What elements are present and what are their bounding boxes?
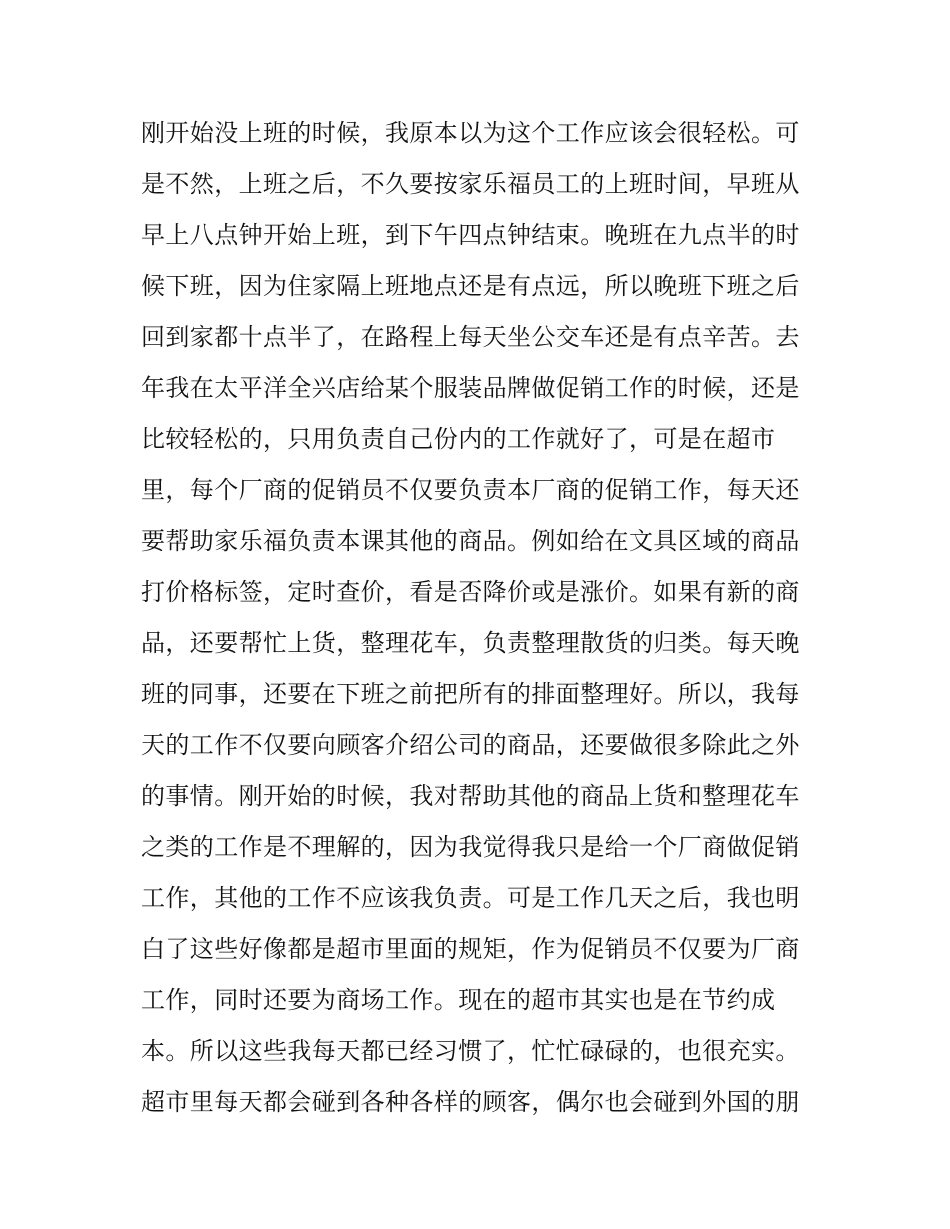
text-line: 年我在太平洋全兴店给某个服装品牌做促销工作的时候，还是 [141, 374, 800, 402]
text-line: 工作，其他的工作不应该我负责。可是工作几天之后，我也明 [141, 884, 800, 912]
text-line: 白了这些好像都是超市里面的规矩，作为促销员不仅要为厂商 [141, 935, 800, 963]
body-paragraph [141, 108, 821, 1128]
text-line: 工作，同时还要为商场工作。现在的超市其实也是在节约成 [141, 986, 776, 1014]
text-line: 是不然，上班之后，不久要按家乐福员工的上班时间，早班从 [141, 170, 800, 198]
text-line: 天的工作不仅要向顾客介绍公司的商品，还要做很多除此之外 [141, 731, 800, 759]
text-line: 之类的工作是不理解的，因为我觉得我只是给一个厂商做促销 [141, 833, 800, 861]
text-line: 候下班，因为住家隔上班地点还是有点远，所以晚班下班之后 [141, 272, 800, 300]
text-line: 的事情。刚开始的时候，我对帮助其他的商品上货和整理花车 [141, 782, 800, 810]
text-line: 里，每个厂商的促销员不仅要负责本厂商的促销工作，每天还 [141, 476, 800, 504]
text-line: 回到家都十点半了，在路程上每天坐公交车还是有点辛苦。去 [141, 323, 800, 351]
text-line: 班的同事，还要在下班之前把所有的排面整理好。所以，我每 [141, 680, 800, 708]
text-line: 刚开始没上班的时候，我原本以为这个工作应该会很轻松。可 [141, 119, 800, 147]
text-line: 本。所以这些我每天都已经习惯了，忙忙碌碌的，也很充实。 [141, 1037, 800, 1065]
text-line: 比较轻松的，只用负责自己份内的工作就好了，可是在超市 [141, 425, 776, 453]
text-line: 要帮助家乐福负责本课其他的商品。例如给在文具区域的商品 [141, 527, 800, 555]
text-line: 品，还要帮忙上货，整理花车，负责整理散货的归类。每天晚 [141, 629, 800, 657]
text-line: 早上八点钟开始上班，到下午四点钟结束。晚班在九点半的时 [141, 221, 800, 249]
text-line: 打价格标签，定时查价，看是否降价或是涨价。如果有新的商 [141, 578, 800, 606]
text-line: 超市里每天都会碰到各种各样的顾客，偶尔也会碰到外国的朋 [141, 1088, 800, 1116]
